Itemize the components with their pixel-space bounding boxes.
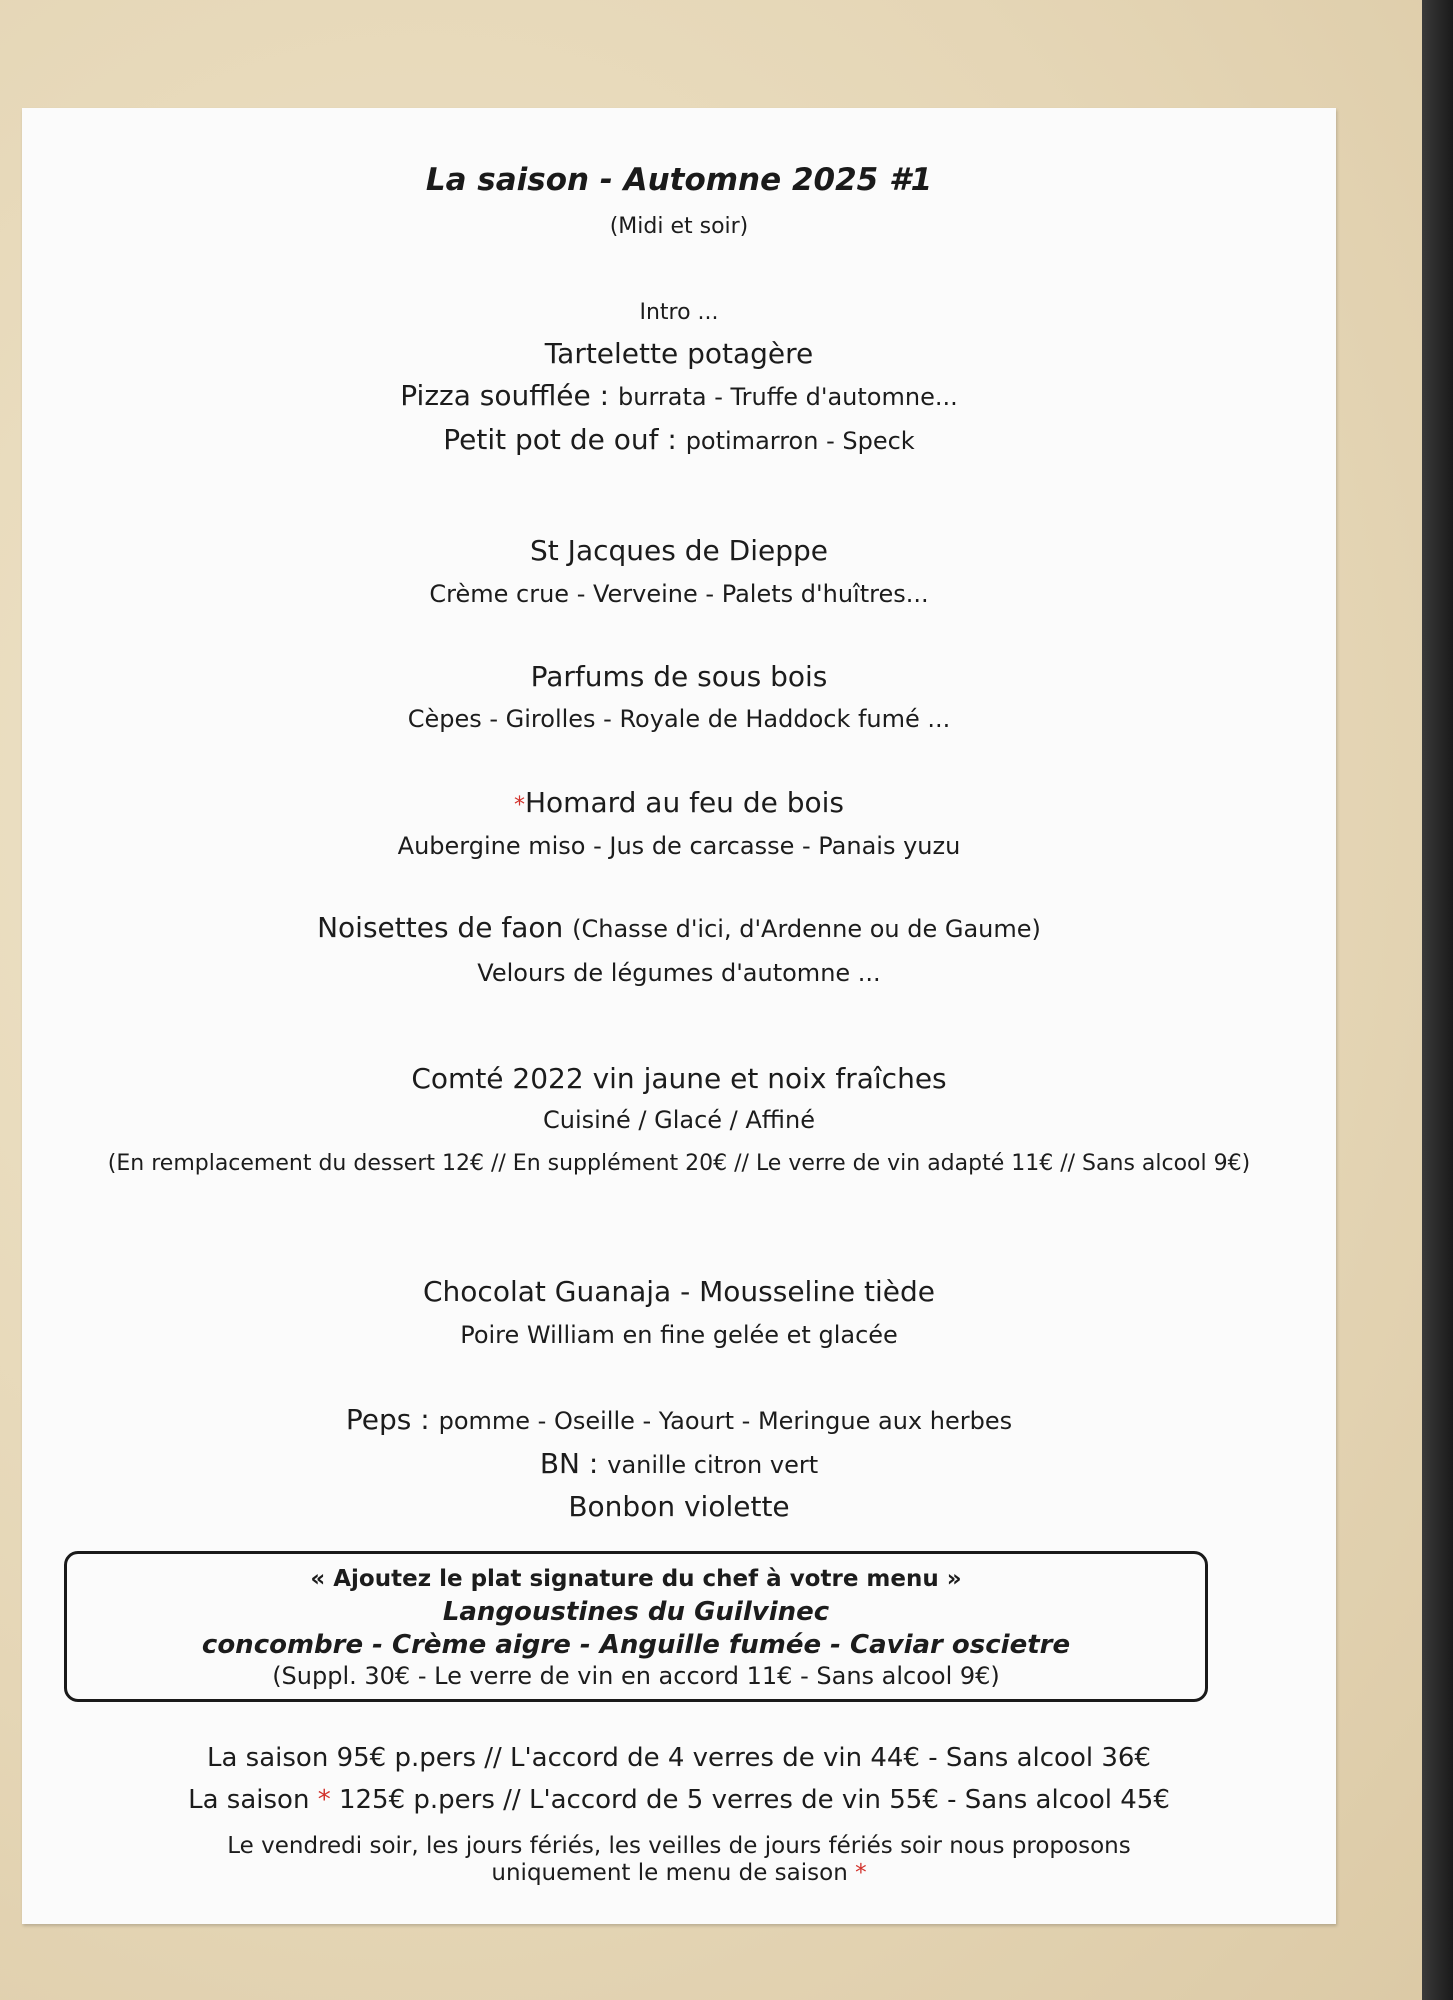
price-label: La saison — [188, 1785, 318, 1815]
intro-item-name: Pizza soufflée : — [400, 379, 618, 412]
mignardise-item — [22, 1447, 1336, 1480]
intro-item-detail: burrata - Truffe d'automne... — [618, 383, 958, 411]
footer-note-line — [22, 1862, 1336, 1885]
intro-item — [22, 423, 1336, 456]
intro-item-name: Petit pot de ouf : — [443, 423, 686, 456]
course-note: (Chasse d'ici, d'Ardenne ou de Gaume) — [572, 915, 1041, 943]
course-name — [22, 786, 1336, 819]
footer-note-line: Le vendredi soir, les jours fériés, les veilles de jours fériés soir nous proposons — [227, 1833, 1131, 1859]
mignardise-item — [22, 1403, 1336, 1436]
course-detail: Crème crue - Verveine - Palets d'huîtres... — [429, 580, 929, 608]
intro-item — [22, 379, 1336, 412]
cheese-pricing-note: (En remplacement du dessert 12€ // En supplément 20€ // Le verre de vin adapté 11€ // Sans alcool 9€) — [107, 1151, 1251, 1176]
dessert-name: Chocolat Guanaja - Mousseline tiède — [423, 1275, 935, 1308]
mignardise-name: Peps : — [345, 1403, 439, 1436]
course-name: Parfums de sous bois — [530, 660, 828, 693]
supplement-asterisk: * — [317, 1785, 339, 1815]
intro-item-name: Tartelette potagère — [544, 337, 814, 370]
board-edge — [1422, 0, 1453, 2000]
supplement-asterisk: * — [513, 793, 525, 818]
mignardise-name: Bonbon violette — [568, 1490, 790, 1523]
price-text: 125€ p.pers // L'accord de 5 verres de vin 55€ - Sans alcool 45€ — [338, 1785, 1170, 1815]
price-text: 95€ p.pers // L'accord de 4 verres de vin 44€ - Sans alcool 36€ — [336, 1743, 1151, 1773]
mignardise-name: BN : — [539, 1447, 608, 1480]
menu-title: La saison - Automne 2025 #1 — [425, 162, 933, 198]
course-name — [22, 911, 1336, 944]
price-line — [22, 1745, 1336, 1771]
dessert-detail: Poire William en fine gelée et glacée — [460, 1321, 898, 1349]
course-detail: Cèpes - Girolles - Royale de Haddock fumé ... — [407, 705, 951, 733]
course-name-text: Homard au feu de bois — [524, 786, 845, 819]
cheese-detail: Cuisiné / Glacé / Affiné — [542, 1106, 815, 1134]
course-name: St Jacques de Dieppe — [530, 534, 828, 567]
signature-pricing: (Suppl. 30€ - Le verre de vin en accord 11€ - Sans alcool 9€) — [272, 1662, 1000, 1690]
mignardise-detail: pomme - Oseille - Yaourt - Meringue aux herbes — [438, 1407, 1013, 1435]
footer-note-text: uniquement le menu de saison — [491, 1860, 856, 1886]
course-name-text: Noisettes de faon — [317, 911, 573, 944]
supplement-asterisk: * — [855, 1860, 867, 1886]
signature-dish-name: Langoustines du Guilvinec — [442, 1597, 830, 1627]
menu-sheet — [22, 108, 1336, 1924]
mignardise-detail: vanille citron vert — [607, 1451, 819, 1479]
signature-dish-box — [64, 1551, 1208, 1702]
price-label: La saison — [207, 1743, 337, 1773]
signature-garnish: concombre - Crème aigre - Anguille fumée - Caviar oscietre — [201, 1630, 1071, 1660]
cheese-name: Comté 2022 vin jaune et noix fraîches — [411, 1062, 947, 1095]
intro-heading: Intro ... — [639, 300, 719, 325]
service-times: (Midi et soir) — [609, 214, 749, 239]
intro-item-detail: potimarron - Speck — [685, 427, 915, 455]
price-line — [22, 1787, 1336, 1813]
course-detail: Velours de légumes d'automne ... — [477, 959, 881, 987]
course-detail: Aubergine miso - Jus de carcasse - Panais yuzu — [397, 832, 961, 860]
signature-intro: « Ajoutez le plat signature du chef à votre menu » — [310, 1566, 962, 1592]
